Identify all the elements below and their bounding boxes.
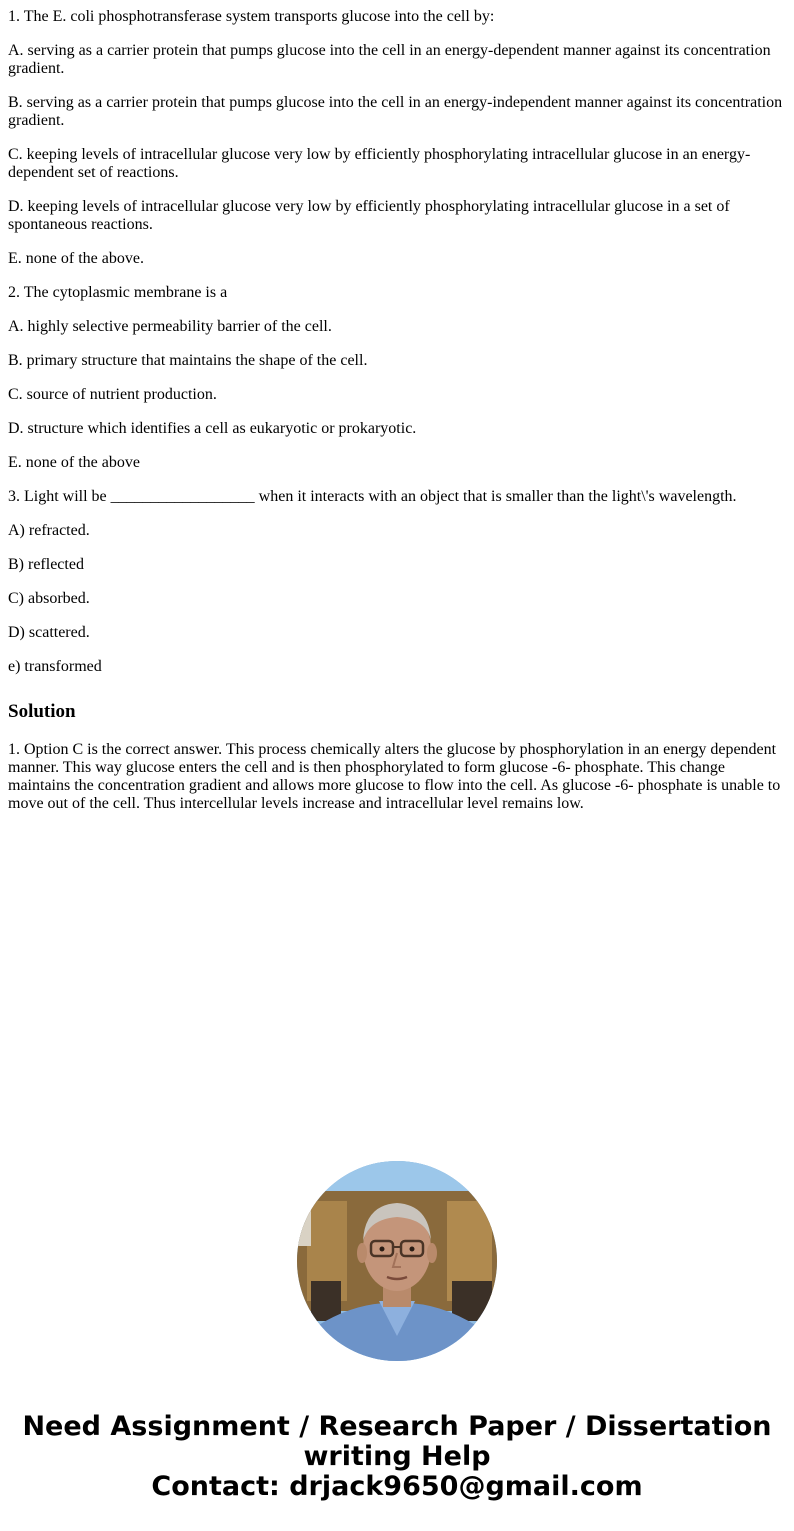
question-3-option-c: C) absorbed. — [8, 590, 90, 607]
question-3-prompt: 3. Light will be __________________ when it interacts with an object that is smaller than the light\'s wavelength. — [8, 488, 737, 505]
contact-banner-line-1: Need Assignment / Research Paper / Dissertation — [22, 1411, 772, 1442]
question-2-option-d: D. structure which identifies a cell as eukaryotic or prokaryotic. — [8, 420, 417, 437]
question-3-option-a: A) refracted. — [8, 522, 90, 539]
document-body — [0, 8, 794, 813]
question-1-option-d: D. keeping levels of intracellular glucose very low by efficiently phosphorylating intracellular glucose in a set of spontaneous reactions. — [8, 198, 730, 233]
question-2-option-c: C. source of nutrient production. — [8, 386, 217, 403]
question-1-prompt: 1. The E. coli phosphotransferase system transports glucose into the cell by: — [8, 8, 495, 25]
question-2-option-a: A. highly selective permeability barrier of the cell. — [8, 318, 332, 335]
contact-banner — [0, 1412, 794, 1502]
contact-banner-line-3: Contact: drjack9650@gmail.com — [151, 1471, 643, 1502]
solution-heading: Solution — [8, 701, 76, 722]
question-2-option-b: B. primary structure that maintains the shape of the cell. — [8, 352, 368, 369]
tutor-avatar — [297, 1161, 497, 1361]
solution-text: 1. Option C is the correct answer. This process chemically alters the glucose by phosphorylation in an energy dependent manner. This way glucose enters the cell and is then phosphorylated to form glucose -6- phosphate. This change maintains the concentration gradient and allows more glucose to flow into the cell. As glucose -6- phosphate is unable to move out of the cell. Thus intercellular levels increase and intracellular level remains low. — [8, 741, 781, 812]
question-3-option-b: B) reflected — [8, 556, 84, 573]
question-2-option-e: E. none of the above — [8, 454, 140, 471]
question-1-option-c: C. keeping levels of intracellular glucose very low by efficiently phosphorylating intracellular glucose in an energy-dependent set of reactions. — [8, 146, 751, 181]
contact-banner-line-2: writing Help — [303, 1441, 491, 1472]
question-3-option-e: e) transformed — [8, 658, 102, 675]
question-1-option-a: A. serving as a carrier protein that pumps glucose into the cell in an energy-dependent manner against its concentration gradient. — [8, 42, 771, 77]
question-2-prompt: 2. The cytoplasmic membrane is a — [8, 284, 228, 301]
tutor-portrait-image — [297, 1161, 497, 1361]
question-1-option-b: B. serving as a carrier protein that pumps glucose into the cell in an energy-independent manner against its concentration gradient. — [8, 94, 783, 129]
question-3-option-d: D) scattered. — [8, 624, 90, 641]
question-1-option-e: E. none of the above. — [8, 250, 144, 267]
